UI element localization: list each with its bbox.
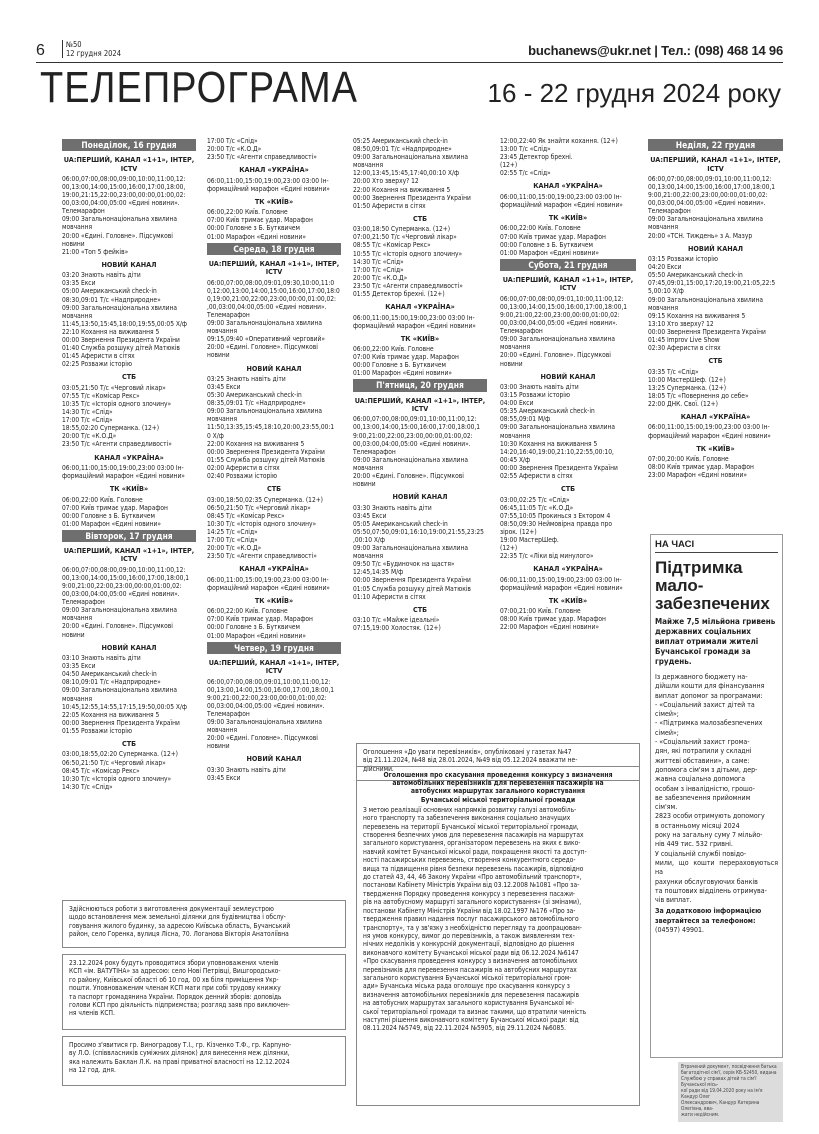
channel-name: НОВИЙ КАНАЛ xyxy=(101,259,157,269)
program-list: 03:00,18:55,02:20 Суперманка. (12+) 06:50,21:50 Т/с «Черговий лікар» 08:45 Т/с «Комісар Рекс» 10:30 Т/с «Історія одного злочину» 14:30 Т/с «Слід» xyxy=(62,750,179,791)
news-box xyxy=(650,534,783,1058)
program-list: 06:00,07:00,08:00,09:01,09:30,10:00,11:0 0,12:00,13:00,14:00,15:00,16:00,17:00,18:0 0,19:00,21:00,22:00,23:00,00:00,01:00,02: ,00,03:00,04:00,05:00 «Єдині новини». Телемарафон 09:00 Загальнонаціональна хвилина мовчання 09:15,09:40 «Оперативний черговий» 20:00 «Єдині. Головне». Підсумкові новини xyxy=(207,278,340,360)
channel-name: КАНАЛ «УКРАЇНА» xyxy=(680,412,751,422)
channel-name: UA:ПЕРШИЙ, КАНАЛ «1+1», ІНТЕР, ICTV xyxy=(650,155,781,173)
news-lead: Майже 7,5 мільйона гривень державних соціальних виплат отримали жителі Бучанської громади за грудень. xyxy=(655,617,776,666)
program-list: 07:00,21:00 Київ. Головне 08:00 Київ тримає удар. Марафон 22:00 Марафон «Єдині новини» xyxy=(500,607,606,632)
channel-name: СТБ xyxy=(412,604,428,614)
notice-boundary: Просимо з'явитися гр. Виноградову Т.І., гр. Кізченко Т.Ф., гр. Карпуно- ву Л.О. (співвласників суміжних ділянок) для винесення меж ділянки, яка належить Баклан Л.К. на праві приватної власності на 12.12.2024 на 12 год. дня. xyxy=(62,1036,346,1086)
program-list: 06:00,07:00,08:00,09:01,10:00,11:00,12: 00,13:00,14:00,15:00,16:00,17:00,18:00,1 9:00,21:00,22:00,23:00,00:00,01:00,02: 00,03:00,04:00,05:00 «Єдині новини». Телемарафон 09:00 Загальнонаціональна хвилина мовчання 20:00 «Єдині. Головне». Підсумкові новини xyxy=(353,415,481,489)
news-label: НА ЧАСІ xyxy=(655,539,778,553)
notice-carriers: Оголошення «До уваги перевізників», опубліковані у газетах №47 від 21.11.2024, №48 від 28.01.2024, №49 від 05.12.2024 вважати не- дійсними. xyxy=(356,743,640,781)
channel-name: СТБ xyxy=(121,739,137,748)
program-list: 03:30 Знають навіть діти 03:45 Екси 05:05 Американський check-in 05:50,07:50,09:01,16:10,19:00,21:55,23:25 ,00:10 Х/ф 09:00 Загальнонаціональна хвилина мовчання 09:50 Т/с «Будиночок на щастя» 12:45,14:35 М/ф 00:00 Звернення Президента України 01:05 Служба розшуку дітей Матюків 01:10 Аферисти в сітях xyxy=(353,503,484,601)
news-body: Із державного бюджету на- дійшли кошти для фінансування виплат допомог за програмами: - «Соціальний захист дітей та сімей»; - «Підтримка малозабезпечених сімей»; - «Соціальний захист грома- дян, які потрапили у складні життєві обставини», а саме: допомога сім'ям з дітьми, дер- жавна соціальна допомога особам з інвалідністю, грошо- ве забезпечення прийомним сім'ям. 2823 особи отримують допомогу в останньому місяці 2024 року на загальну суму 7 мільйо- нів 449 тис. 532 гривні. У соціальній службі повідо- мили, що кошти перераховуються на рахунки обслуговуючих банків та поштових відділень отримува- чів виплат. xyxy=(655,673,778,905)
schedule-column-3 xyxy=(353,137,487,739)
channel-name: НОВИЙ КАНАЛ xyxy=(540,371,596,381)
channel-name: СТБ xyxy=(121,372,137,382)
day-header: Субота, 21 грудня xyxy=(500,259,636,271)
channel-name: КАНАЛ «УКРАЇНА» xyxy=(533,564,603,574)
date-range: 16 - 22 грудня 2024 року xyxy=(487,78,781,108)
program-list: 06:00,22:00 Київ. Головне 07:00 Київ тримає удар. Марафон 00:00 Головне з Б. Бутквичем 01:00 Марафон «Єдині новини» xyxy=(207,607,313,640)
program-list: 17:00 Т/с «Слід» 20:00 Т/с «К.О.Д» 23:50 Т/с «Агенти справедливості» xyxy=(207,137,317,162)
schedule-column-4 xyxy=(500,137,636,739)
program-list: 03:15 Розважи історію 04:20 Екси 05:50 Американський check-in 07:45,09:01,15:00,17:20,19:00,21:05,22:5 5,00:10 Х/ф 09:00 Загальнонаціональна хвилина мовчання 09:15 Кохання на виживання 5 13:10 Хто зверху? 12 00:00 Звернення Президента України 01:45 Improv Live Show 02:30 Аферисти в сітях xyxy=(648,255,776,353)
news-phone: (04597) 49901. xyxy=(655,926,704,935)
channel-name: ТК «КИЇВ» xyxy=(254,196,294,206)
program-list: 06:00,11:00,15:00,19:00,23:00 03:00 Ін- формаційний марафон «Єдині новини» xyxy=(207,575,330,592)
program-list: 06:00,11:00,15:00,19:00,23:00 03:00 Ін- формаційний марафон «Єдині новини» xyxy=(62,463,185,481)
notice-land-survey: Здійснюються роботи з виготовлення документації землеустрою щодо встановлення меж земельної ділянки для будівництва і обслу- говування жилого будинку, за адресою Київська область, Бучанський район, село Горенка, вулиця Лісна, 70. Логанова Вікторія Анатоліївна xyxy=(62,900,346,948)
day-header: Понеділок, 16 грудня xyxy=(62,139,196,151)
channel-name: СТБ xyxy=(560,484,576,494)
program-list: 03:05,21:50 Т/с «Черговий лікар» 07:55 Т/с «Комісар Рекс» 10:35 Т/с «Історія одного злочину» 14:30 Т/с «Слід» 17:00 Т/с «Слід» 18:55,02:20 Суперманка. (12+) 20:00 Т/с «К.О.Д» 23:50 Т/с «Агенти справедливості» xyxy=(62,383,172,449)
channel-name: СТБ xyxy=(412,213,428,223)
program-list: 03:00,18:50,02:35 Суперманка. (12+) 06:50,21:50 Т/с «Черговий лікар» 08:45 Т/с «Комісар Рекс» 10:30 Т/с «Історія одного злочину» 14:25 Т/с «Слід» 17:00 Т/с «Слід» 20:00 Т/с «К.О.Д» 23:50 Т/с «Агенти справедливості» xyxy=(207,495,324,561)
channel-name: ТК «КИЇВ» xyxy=(254,595,294,605)
program-list: 06:00,11:00,15:00,19:00,23:00 03:00 Ін- формаційний марафон «Єдині новини» xyxy=(207,176,330,193)
channel-name: КАНАЛ «УКРАЇНА» xyxy=(94,452,164,462)
channel-name: UA:ПЕРШИЙ, КАНАЛ «1+1», ІНТЕР, ICTV xyxy=(502,274,634,293)
program-list: 03:00,02:25 Т/с «Слід» 06:45,11:05 Т/с «К.О.Д» 07:55,10:05 Прокинься з Ектором 4 08:50,09:30 Неймовірна правда про зірок. (12+) 19:00 МастерШеф. (12+) 22:35 Т/с «Ліки від минулого» xyxy=(500,495,613,561)
program-list: 03:00 Знають навіть діти 03:15 Розважи історію 04:00 Екси 05:35 Американський check-in 08:55,09:01 М/ф 09:00 Загальнонаціональна хвилина мовчання 10:30 Кохання на виживання 5 14:20,16:40,19:00,21:10,22:55,00:10, 00:45 Х/ф 00:00 Звернення Президента України 02:55 Аферисти в сітях xyxy=(500,383,618,481)
program-list: 06:00,11:00,15:00,19:00,23:00 03:00 Ін- формаційний марафон «Єдині новини» xyxy=(353,313,476,330)
program-list: 06:00,07:00,08:00,09:00,10:00,11:00,12: 00,13:00,14:00,15:00,16:00,17:00,18:00, 19:00,21:15,22:00,23:00,00:00,01:00,02: 00,03:00,04:00,05:00 «Єдині новини». Телемарафон 09:00 Загальнонаціональна хвилина мовчання 20:00 «Єдині. Головне». Підсумкові новини 21:00 «Топ 5 фейків» xyxy=(62,174,186,256)
channel-name: СТБ xyxy=(266,484,282,494)
header-rule xyxy=(36,62,783,63)
program-list: 03:20 Знають навіть діти 03:35 Екси 05:00 Американський check-in 08:30,09:01 Т/с «Надприродне» 09:00 Загальнонаціональна хвилина мовчання 11:45,13:50,15:45,18:00,19:55,00:05 Х/ф 22:10 Кохання на виживання 5 00:00 Звернення Президента України 01:40 Служба розшуку дітей Матюків 01:45 Аферисти в сітях 02:25 Розважи історію xyxy=(62,271,187,369)
channel-name: НОВИЙ КАНАЛ xyxy=(246,363,302,373)
program-list: 06:00,22:00 Київ. Головне 07:00 Київ тримає удар. Марафон 00:00 Головне з Б. Бутквичем 01:00 Марафон «Єдині новини» xyxy=(62,495,168,528)
issue-info: №50 12 грудня 2024 xyxy=(62,40,121,58)
program-list: 06:00,07:00,08:00,09:01,10:00,11:00,12: 00,13:00,14:00,15:00,16:00,17:00,18:00,1 9:00,21:00,22:00,23:00,00:00,01:00,02: 00,03:00,04:00,05:00 «Єдині новини». Телемарафон 09:00 Загальнонаціональна хвилина мовчання 20:00 «Єдині. Головне». Підсумкові новини xyxy=(500,294,628,368)
channel-name: ТК «КИЇВ» xyxy=(548,595,588,605)
lost-document-notice: Втрачений документ, посвідчення батька багатодітної сім'ї, серія КБ-52450, видана Службою у справах дітей та сім'ї Бучанської місь- кої ради від 19.04.2020 року на ім'я Кандур Олег Олександрович, Кандур Катерина Олегівна, вва- жати недійсним. xyxy=(678,1062,783,1122)
program-list: 06:00,11:00,15:00,19:00,23:00 03:00 Ін- формаційний марафон «Єдині новини» xyxy=(500,192,623,209)
news-headline: Підтримка мало- забезпечених xyxy=(655,558,770,613)
day-header: Неділя, 22 грудня xyxy=(648,139,783,151)
program-list: 03:00,18:50 Суперманка. (12+) 07:00,21:50 Т/с «Черговий лікар» 08:55 Т/с «Комісар Рекс» 10:55 Т/с «Історія одного злочину» 14:30 Т/с «Слід» 17:00 Т/с «Слід» 20:00 Т/с «К.О.Д» 23:50 Т/с «Агенти справедливості» 01:55 Детектор брехні. (12+) xyxy=(353,225,463,298)
channel-name: UA:ПЕРШИЙ, КАНАЛ «1+1», ІНТЕР, ICTV xyxy=(354,395,486,413)
program-list: 03:35 Т/с «Слід» 10:00 МастерШеф. (12+) 13:25 Суперманка. (12+) 18:05 Т/с «Повернення до себе» 22:00 ДНК. Свої. (12+) xyxy=(648,367,749,408)
notice-tender-title: Оголошення про скасування проведення конкурсу з визначення автомобільних перевізників для перевезення пасажирів на автобусних маршрутах загального користування Бучанської міської територіальної громади xyxy=(383,771,613,804)
channel-name: КАНАЛ «УКРАЇНА» xyxy=(385,302,455,312)
channel-name: НОВИЙ КАНАЛ xyxy=(392,492,448,502)
channel-name: ТК «КИЇВ» xyxy=(400,333,440,343)
day-header: Вівторок, 17 грудня xyxy=(62,530,196,542)
day-header: Четвер, 19 грудня xyxy=(207,642,341,654)
schedule-column-1 xyxy=(62,137,196,897)
program-list: 05:25 Американський check-in 08:50,09:01 Т/с «Надприродне» 09:00 Загальнонаціональна хвилина мовчання 12:00,13:45,15:45,17:40,00:10 Х/ф 20:00 Хто зверху? 12 22:00 Кохання на виживання 5 00:00 Звернення Президента України 01:50 Аферисти в сітях xyxy=(353,137,471,210)
channel-name: КАНАЛ «УКРАЇНА» xyxy=(533,181,603,191)
channel-name: КАНАЛ «УКРАЇНА» xyxy=(239,564,309,574)
channel-name: КАНАЛ «УКРАЇНА» xyxy=(239,165,309,175)
channel-name: UA:ПЕРШИЙ, КАНАЛ «1+1», ІНТЕР, ICTV xyxy=(208,258,340,277)
page-number: 6 xyxy=(36,42,45,59)
masthead: ТЕЛЕПРОГРАМА xyxy=(40,64,358,113)
notice-tender-cancel xyxy=(356,766,640,1106)
program-list: 06:00,22:00 Київ. Головне 07:00 Київ тримає удар. Марафон 00:00 Головне з Б. Бутквичем 01:00 Марафон «Єдині новини» xyxy=(207,208,313,241)
channel-name: UA:ПЕРШИЙ, КАНАЛ «1+1», ІНТЕР, ICTV xyxy=(63,546,195,564)
program-list: 06:00,22:00 Київ. Головне 07:00 Київ тримає удар. Марафон 00:00 Головне з Б. Бутквичем 01:00 Марафон «Єдині новини» xyxy=(500,224,606,257)
program-list: 03:10 Т/с «Майже ідеальні» 07:15,19:00 Холостяк. (12+) xyxy=(353,616,441,633)
program-list: 06:00,07:00,08:00,09:01,10:00,11:00,12: 00,13:00,14:00,15:00,16:00,17:00,18:00,1 9:00,21:00,22:00,23:00,00:00,01:00,02: 00,03:00,04:00,05:00 «Єдині новини». Телемарафон 09:00 Загальнонаціональна хвилина мовчання 20:00 «ТСН. Тиждень» з А. Мазур xyxy=(648,174,776,240)
day-header: Середа, 18 грудня xyxy=(207,243,341,255)
schedule-column-2 xyxy=(207,137,341,865)
channel-name: СТБ xyxy=(708,356,723,366)
channel-name: UA:ПЕРШИЙ, КАНАЛ «1+1», ІНТЕР, ICTV xyxy=(208,657,340,676)
program-list: 06:00,22:00 Київ. Головне 07:00 Київ тримає удар. Марафон 00:00 Головне з Б. Бутквичем 01:00 Марафон «Єдині новини» xyxy=(353,345,459,378)
program-list: 03:30 Знають навіть діти 03:45 Екси xyxy=(207,765,286,782)
schedule-column-5 xyxy=(648,137,783,527)
program-list: 03:10 Знають навіть діти 03:35 Екси 04:50 Американський check-in 08:10,09:01 Т/с «Надприродне» 09:00 Загальнонаціональна хвилина мовчання 10:45,12:55,14:55,17:15,19:50,00:05 Х/ф 22:05 Кохання на виживання 5 00:00 Звернення Президента України 01:55 Розважи історію xyxy=(62,654,187,735)
contact-info: buchanews@ukr.net | Тел.: (098) 468 14 96 xyxy=(528,43,783,58)
day-header: П'ятниця, 20 грудня xyxy=(353,379,487,391)
channel-name: UA:ПЕРШИЙ, КАНАЛ «1+1», ІНТЕР, ICTV xyxy=(63,155,195,173)
news-contact: За додатковою інформацією звертайтеся за телефоном: xyxy=(655,907,762,925)
program-list: 06:00,11:00,15:00,19:00,23:00 03:00 Ін- формаційний марафон «Єдині новини» xyxy=(500,575,623,592)
program-list: 06:00,07:00,08:00,09:00,10:00,11:00,12: 00,13:00,14:00,15:00,16:00,17:00,18:00,1 9:00,21:00,22:00,23:00,00:00,01:00,02: 00,03:00,04:00,05:00 «Єдині новини». Телемарафон 09:00 Загальнонаціональна хвилина мовчання 20:00 «Єдині. Головне». Підсумкові новини xyxy=(62,565,190,639)
channel-name: ТК «КИЇВ» xyxy=(109,484,149,494)
notice-tender-text: З метою реалізації основних напрямків розвитку галузі автомобіль- ного транспорту та забезпечення виконання соціально значущих перевезень на території Бучанської міської територіальної громади, створення безпечних умов для перевезення пасажирів на маршрутах загального користування, організатором перевезень на яких є вико- навчий комітет Бучанської міської ради, покращення якості та доступ- ності пасажирських перевезень, створення конкурентного середо- вища та підвищення рівня безпеки перевезень пасажирів, відповідно до статей 43, 44, 46 Закону України «Про автомобільний транспорт», постанови Кабінету Міністрів України від 03.12.2008 №1081 «Про за- твердження Порядку проведення конкурсу з перевезення пасажи- рів на автобусному маршруті загального користування» (зі змінами), постанови Кабінету Міністрів України від 18.02.1997 №176 «Про за- твердження правил надання послуг пасажирського автомобільного транспорту», та у зв'язку з необхідністю перегляду та доопрацюван- ня умов конкурсу, вимог до перевізників, а також виявленням тех- нічних недоліків у конкурсній документації, відповідно до рішення виконавчого комітету Бучанської міської ради від 06.12.2024 №6147 «Про скасування проведення конкурсу з визначення автомобільних перевізників для перевезення пасажирів на автобусних маршрутах загального користування Бучанської міської територіальної гром- ади» Бучанська міська рада оголошує про скасування конкурсу з визначення автомобільних перевізників для перевезення пасажирів на автобусних маршрутах загального користування Бучанської мі- ської територіальної громади та визнає такими, що втратили чинність наступні рішення виконавчого комітету Бучанської міської ради: від 08.11.2024 №5749, від 22.11.2024 №5905, від 29.11.2024 №6085. xyxy=(363,805,587,1033)
program-list: 07:00,20:00 Київ. Головне 08:00 Київ тримає удар. Марафон 23:00 Марафон «Єдині новини» xyxy=(648,455,754,480)
channel-name: НОВИЙ КАНАЛ xyxy=(688,243,743,253)
channel-name: НОВИЙ КАНАЛ xyxy=(246,754,302,764)
program-list: 06:00,11:00,15:00,19:00,23:00 03:00 Ін- формаційний марафон «Єдині новини» xyxy=(648,423,771,440)
program-list: 06:00,07:00,08:00,09:01,10:00,11:00,12: 00,13:00,14:00,15:00,16:00,17:00,18:00,1 9:00,21:00,22:00,23:00,00:00,01:00,02: 00,03:00,04:00,05:00 «Єдині новини». Телемарафон 09:00 Загальнонаціональна хвилина мовчання 20:00 «Єдині. Головне». Підсумкові новини xyxy=(207,677,335,751)
program-list: 03:25 Знають навіть діти 03:45 Екси 05:30 Американський check-in 08:35,09:01 Т/с «Надприродне» 09:00 Загальнонаціональна хвилина мовчання 11:50,13:35,15:45,18:10,20:00,23:55,00:1 0 Х/ф 22:00 Кохання на виживання 5 00:00 Звернення Президента України 01:55 Служба розшуку дітей Матюків 02:00 Аферисти в сітях 02:40 Розважи історію xyxy=(207,374,335,481)
channel-name: ТК «КИЇВ» xyxy=(696,443,735,453)
channel-name: ТК «КИЇВ» xyxy=(548,213,588,223)
channel-name: НОВИЙ КАНАЛ xyxy=(101,642,157,652)
notice-ksp-meeting: 23.12.2024 року будуть проводитися збори уповноважених членів КСП «ім. ВАТУТІНА» за адресою: село Нові Петрівці, Вишгородсько- го району, Київської області об 10 год. 00 хв біля приміщення Укр- пошти. Уповноваженим членам КСП мати при собі трудову книжку та паспорт громадянина України. Порядок денний зборів: доповідь голови КСП про діяльність підприємства; розгляд заяв про виключен- ня членів КСП. xyxy=(62,954,346,1030)
program-list: 12:00,22:40 Як знайти кохання. (12+) 13:00 Т/с «Слід» 23:45 Детектор брехні. (12+) 02:55 Т/с «Слід» xyxy=(500,137,618,178)
